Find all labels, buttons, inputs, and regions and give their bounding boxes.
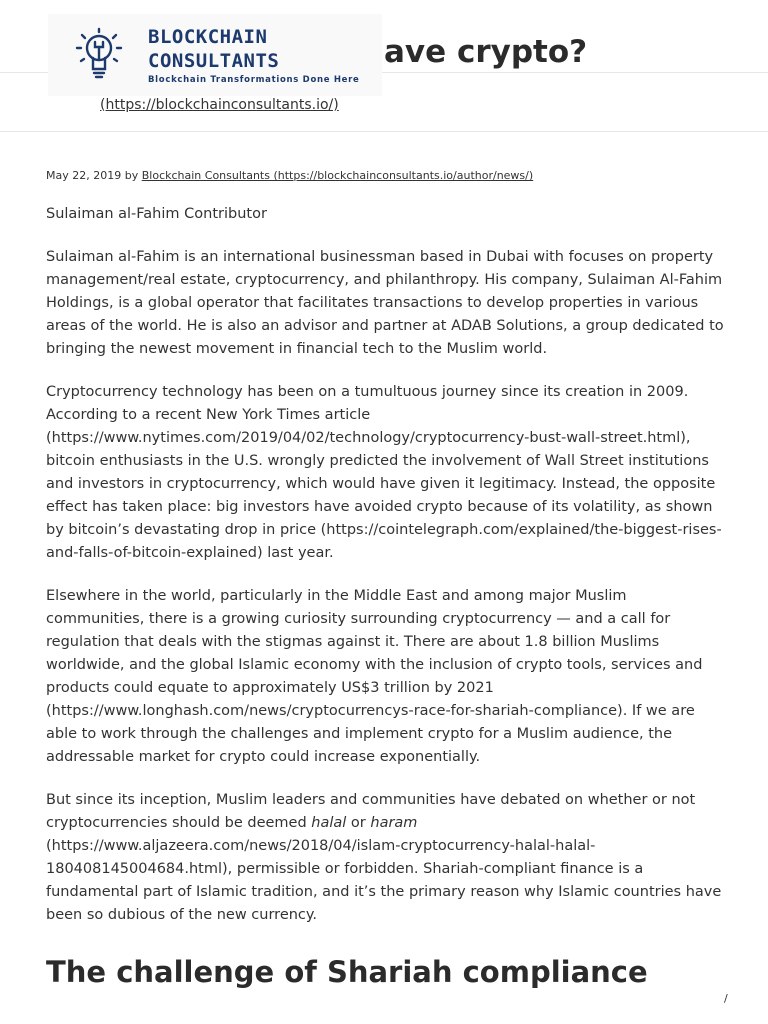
section-heading: The challenge of Shariah compliance xyxy=(46,955,648,989)
paragraph-3: Elsewhere in the world, particularly in the Middle East and among major Muslim communities, there is a growing curiosity surrounding cryptocurrency — and a call for regulation that deals with the stigmas against it. There are about 1.8 billion Muslims worldwide, and the global Islamic economy with the inclusion of crypto tools, services and products could equate to approximately US$3 trillion by 2021 (https://www.longhash.com/news/cryptocurrencys-race-for-shariah-compliance). If we are able to work through the challenges and implement crypto for a Muslim audience, the addressable market for crypto could increase exponentially. xyxy=(46,588,703,765)
logo-tagline: Blockchain Transformations Done Here xyxy=(148,75,360,85)
site-logo[interactable] xyxy=(48,14,382,96)
paragraph-4-intro: But since its inception, Muslim leaders and communities have debated on whether or not cryptocurrencies should be deemed xyxy=(46,792,696,831)
lightbulb-icon xyxy=(70,26,128,84)
paragraph-2: Cryptocurrency technology has been on a tumultuous journey since its creation in 2009. According to a recent New York Times article (https://www.nytimes.com/2019/04/02/technology/cryptocurrency-bust-wall-street.html), bitcoin enthusiasts in the U.S. wrongly predicted the involvement of Wall Street institutions and investors in cryptocurrency, which would have given it legitimacy. Instead, the opposite effect has taken place: big investors have avoided crypto because of its volatility, as shown by bitcoin’s devastating drop in price (https://cointelegraph.com/explained/the-biggest-rises-and-falls-of-bitcoin-explained) last year. xyxy=(46,384,722,561)
logo-name-line2: CONSULTANTS xyxy=(148,50,280,72)
article-body xyxy=(46,203,726,947)
paragraph-4-rest: (https://www.aljazeera.com/news/2018/04/islam-cryptocurrency-halal-halal-180408145004684.html), permissible or forbidden. Shariah-compliant finance is a fundamental part of Islamic tradition, and it’s the primary reason why Islamic countries have been so dubious of the new currency. xyxy=(46,838,722,923)
term-halal: halal xyxy=(311,815,347,831)
author-link[interactable]: Blockchain Consultants (https://blockchainconsultants.io/author/news/) xyxy=(141,169,534,182)
home-link[interactable]: (https://blockchainconsultants.io/) xyxy=(100,97,339,113)
paragraph-4 xyxy=(46,789,726,927)
post-meta xyxy=(46,169,533,182)
logo-wordmark xyxy=(148,25,279,73)
site-header xyxy=(0,0,768,132)
logo-name-line1: BLOCKCHAIN xyxy=(148,26,268,48)
page-title: ave crypto? xyxy=(384,34,588,70)
term-haram: haram xyxy=(370,815,418,831)
post-date: May 22, 2019 xyxy=(46,169,122,182)
paragraph-1: Sulaiman al-Fahim is an international businessman based in Dubai with focuses on property management/real estate, cryptocurrency, and philanthropy. His company, Sulaiman Al-Fahim Holdings, is a global operator that facilitates transactions to develop properties in various areas of the world. He is also an advisor and partner at ADAB Solutions, a group dedicated to bringing the newest movement in financial tech to the Muslim world. xyxy=(46,249,724,357)
header-divider-bottom xyxy=(0,131,768,132)
post-by: by xyxy=(124,169,139,182)
page-marker: / xyxy=(724,992,728,1005)
word-or: or xyxy=(350,815,366,831)
contributor-byline: Sulaiman al-Fahim Contributor xyxy=(46,206,267,222)
